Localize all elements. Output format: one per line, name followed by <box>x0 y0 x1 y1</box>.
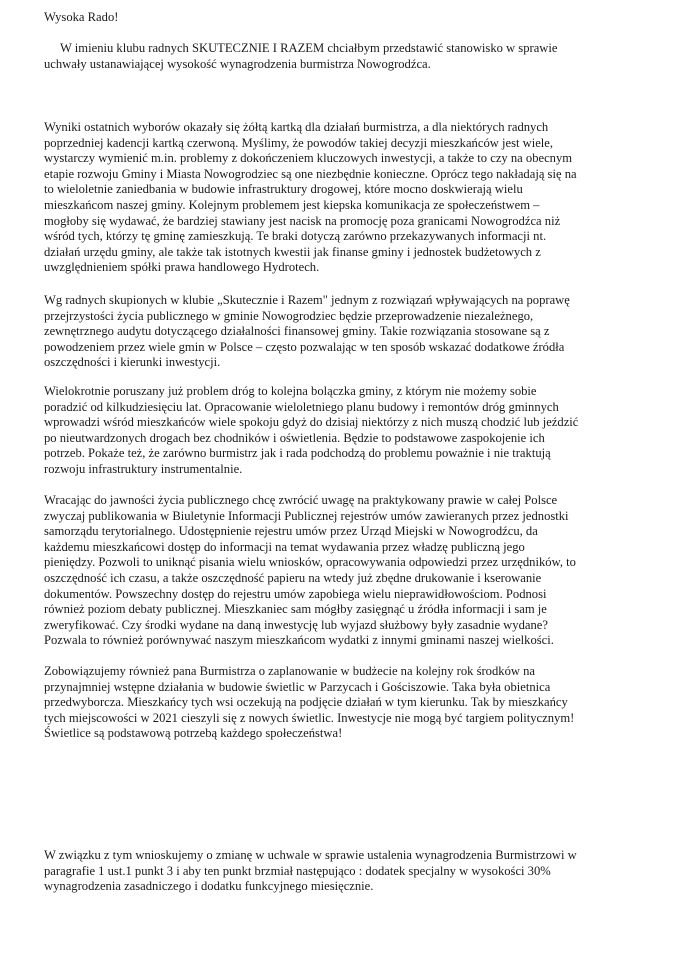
paragraph-line: po nieutwardzonych drogach bez chodników i oświetlenia. Będzie to podstawowe zaspokojenie ich <box>44 430 545 445</box>
paragraph-line: poprzedniej kadencji kartką czerwoną. Myślimy, że powodów takiej decyzji mieszkańców jest wiele, <box>44 135 554 150</box>
paragraph-line: wprowadzi wśród mieszkańców wiele spokoju gdyż do dzisiaj niektórzy z nich muszą chodzić lub jeździć <box>44 415 579 430</box>
paragraph-line: dokumentów. Powszechny dostęp do rejestru umów zapobiega wielu nieprawidłowościom. Podnosi <box>44 586 547 601</box>
paragraph-line: Wielokrotnie poruszany już problem dróg to kolejna bolączka gminy, z którym nie możemy sobie <box>44 384 537 398</box>
paragraph-line: zwyczaj publikowania w Biuletynie Informacji Publicznej rejestrów umów zawieranych przez jednostki <box>44 508 569 523</box>
paragraph-line: również poziom debaty publicznej. Mieszkaniec sam mógłby zasięgnąć u źródła informacji i sam je <box>44 602 547 617</box>
paragraph-line: zweryfikować. Czy środki wydane na daną inwestycję lub wyjazd służbowy były zasadnie wydane? <box>44 617 548 632</box>
paragraph-line: samorządu terytorialnego. Udostępnienie rejestru umów przez Urząd Miejski w Nowogrodźcu, da <box>44 524 538 539</box>
paragraph-community-centers <box>44 664 644 742</box>
paragraph-line: przedwyborcza. Mieszkańcy tych wsi oczekują na podjęcie działań w tym kierunku. Tak by mieszkańcy <box>44 695 568 710</box>
salutation <box>44 10 644 26</box>
paragraph-line: tych miejscowości w 2021 cieszyli się z nowych świetlic. Inwestycje nie mogą być targiem politycznym! <box>44 710 575 725</box>
paragraph-line: W imieniu klubu radnych SKUTECZNIE I RAZEM chciałbym przedstawić stanowisko w sprawie <box>60 41 558 55</box>
paragraph-line: potrzeb. Pokaże też, że zarówno burmistrz jak i rada podchodzą do problemu poważnie i nie traktują <box>44 446 551 461</box>
paragraph-line: oszczędności i kierunki inwestycji. <box>44 355 221 370</box>
paragraph-line: Wg radnych skupionych w klubie „Skutecznie i Razem" jednym z rozwiązań wpływających na poprawę <box>44 293 570 307</box>
paragraph-line: powodzeniem przez wiele gmin w Polsce – często pozwalając w ten sposób wskazać dodatkowe źródła <box>44 339 565 354</box>
paragraph-election-results <box>44 120 644 276</box>
paragraph-transparency <box>44 493 644 649</box>
paragraph-line: działań urzędu gminy, ale także tak istotnych kwestii jak finanse gminy i jednostek budżetowych z <box>44 244 541 259</box>
paragraph-line: Wracając do jawności życia publicznego chcę zwrócić uwagę na praktykowany prawie w całej Polsce <box>44 493 558 507</box>
paragraph-line: Zobowiązujemy również pana Burmistrza o zaplanowanie w budżecie na kolejny rok środków na <box>44 664 535 678</box>
paragraph-line: Świetlice są podstawową potrzebą każdego społeczeństwa! <box>44 726 343 741</box>
salutation-text: Wysoka Rado! <box>44 10 119 24</box>
paragraph-line: wystarczy wymienić m.in. problemy z dokończeniem kluczowych inwestycji, a także to czy na obecnym <box>44 151 573 166</box>
paragraph-line: zewnętrznego audytu dotyczącego działalności finansowej gminy. Takie rozwiązania stosowane są z <box>44 324 550 339</box>
paragraph-roads <box>44 384 644 478</box>
paragraph-line: Pozwala to również porównywać naszym mieszkańcom wydatki z innymi gminami naszej wielkości. <box>44 633 554 648</box>
paragraph-audit <box>44 293 644 371</box>
paragraph-line: Wyniki ostatnich wyborów okazały się żółtą kartką dla działań burmistrza, a dla niektórych radnych <box>44 120 549 134</box>
paragraph-line: mieszkańcom naszej gminy. Kolejnym problemem jest kiepska komunikacja ze społeczeństwem – <box>44 197 540 212</box>
paragraph-motion <box>44 848 644 895</box>
paragraph-line: etapie rozwoju Gminy i Miasta Nowogrodziec są one niezbędnie konieczne. Oprócz tego nakładają się na <box>44 166 577 181</box>
paragraph-line: to wieloletnie zaniedbania w budowie infrastruktury drogowej, które mocno doskwierają wielu <box>44 182 523 197</box>
paragraph-intro <box>44 41 644 72</box>
paragraph-line: W związku z tym wnioskujemy o zmianę w uchwale w sprawie ustalenia wynagrodzenia Burmistrzowi w <box>44 848 577 862</box>
paragraph-line: wśród tych, którzy tę gminę zamieszkują. Te braki dotyczą zarówno przekazywanych informacji nt. <box>44 229 547 244</box>
paragraph-line: paragrafie 1 ust.1 punkt 3 i aby ten punkt brzmiał następująco : dodatek specjalny w wysokości 30% <box>44 863 551 878</box>
paragraph-line: wynagrodzenia zasadniczego i dodatku funkcyjnego miesięcznie. <box>44 879 374 894</box>
paragraph-line: poradzić od kilkudziesięciu lat. Opracowanie wieloletniego planu budowy i remontów dróg gminnych <box>44 399 559 414</box>
paragraph-line: rozwoju infrastruktury instrumentalnie. <box>44 461 243 476</box>
paragraph-line: przynajmniej wstępne działania w budowie świetlic w Parzycach i Gościszowie. Taka była obietnica <box>44 679 551 694</box>
paragraph-line: mogłoby się wydawać, że bardziej stawiany jest nacisk na promocję poza granicami Nowogrodźca niż <box>44 213 561 228</box>
paragraph-line: uchwały ustanawiającej wysokość wynagrodzenia burmistrza Nowogrodźca. <box>44 56 431 71</box>
paragraph-line: oszczędność ich czasu, a także oszczędność papieru na wtedy już zbędne drukowanie i kserowanie <box>44 570 542 585</box>
paragraph-line: przejrzystości życia publicznego w gminie Nowogrodziec będzie przeprowadzenie niezależnego, <box>44 308 534 323</box>
paragraph-line: uwzględnieniem spółki prawa handlowego Hydrotech. <box>44 260 320 275</box>
paragraph-line: pieniędzy. Pozwoli to uniknąć pisania wielu wniosków, opracowywania odpowiedzi przez urzędników, to <box>44 555 576 570</box>
paragraph-line: każdemu mieszkańcowi dostęp do informacji na temat wydawania przez władzę publiczną jego <box>44 539 525 554</box>
